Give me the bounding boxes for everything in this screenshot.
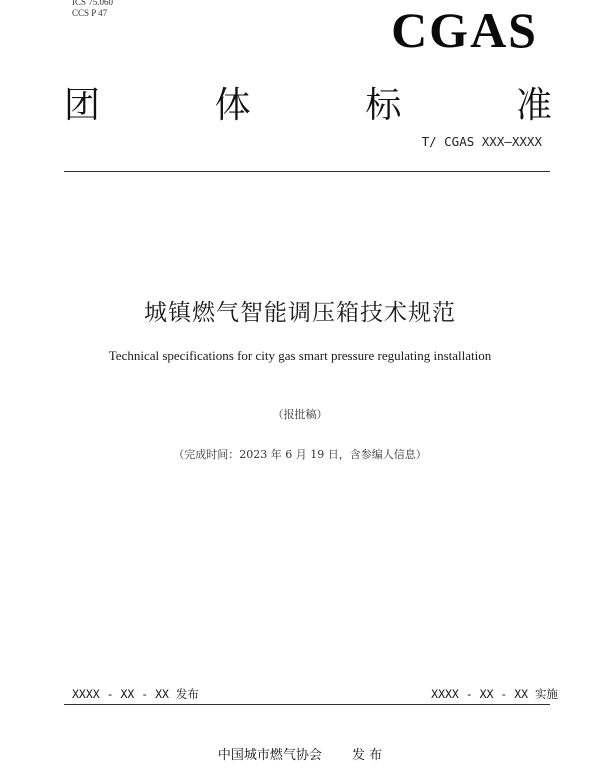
publisher-org: 中国城市燃气协会	[217, 748, 322, 763]
standard-type-char: 标	[365, 85, 402, 126]
document-title-en: Technical specifications for city gas smart pressure regulating installation	[108, 348, 492, 363]
standard-type-char: 团	[64, 85, 101, 126]
draft-completion-note: （完成时间：2023 年 6 月 19 日，含参编人信息）	[173, 448, 427, 461]
draft-status: （报批稿）	[272, 408, 328, 421]
publisher-action: 发 布	[351, 748, 383, 763]
publish-date: XXXX - XX - XX 发布	[72, 687, 199, 701]
implement-date: XXXX - XX - XX 实施	[431, 687, 558, 701]
document-title-cn: 城镇燃气智能调压箱技术规范	[144, 300, 456, 326]
footer-divider	[64, 704, 550, 705]
standard-number: T/ CGAS XXX—XXXX	[421, 134, 542, 149]
standard-type-heading	[64, 82, 552, 130]
standard-type-char: 准	[515, 85, 552, 126]
header-divider	[64, 171, 550, 172]
ics-code: ICS 75.060	[72, 0, 114, 7]
publisher	[0, 744, 600, 763]
cgas-logo: CGAS	[391, 2, 538, 58]
ccs-code: CCS P 47	[72, 8, 108, 18]
standard-type-char: 体	[214, 85, 251, 126]
